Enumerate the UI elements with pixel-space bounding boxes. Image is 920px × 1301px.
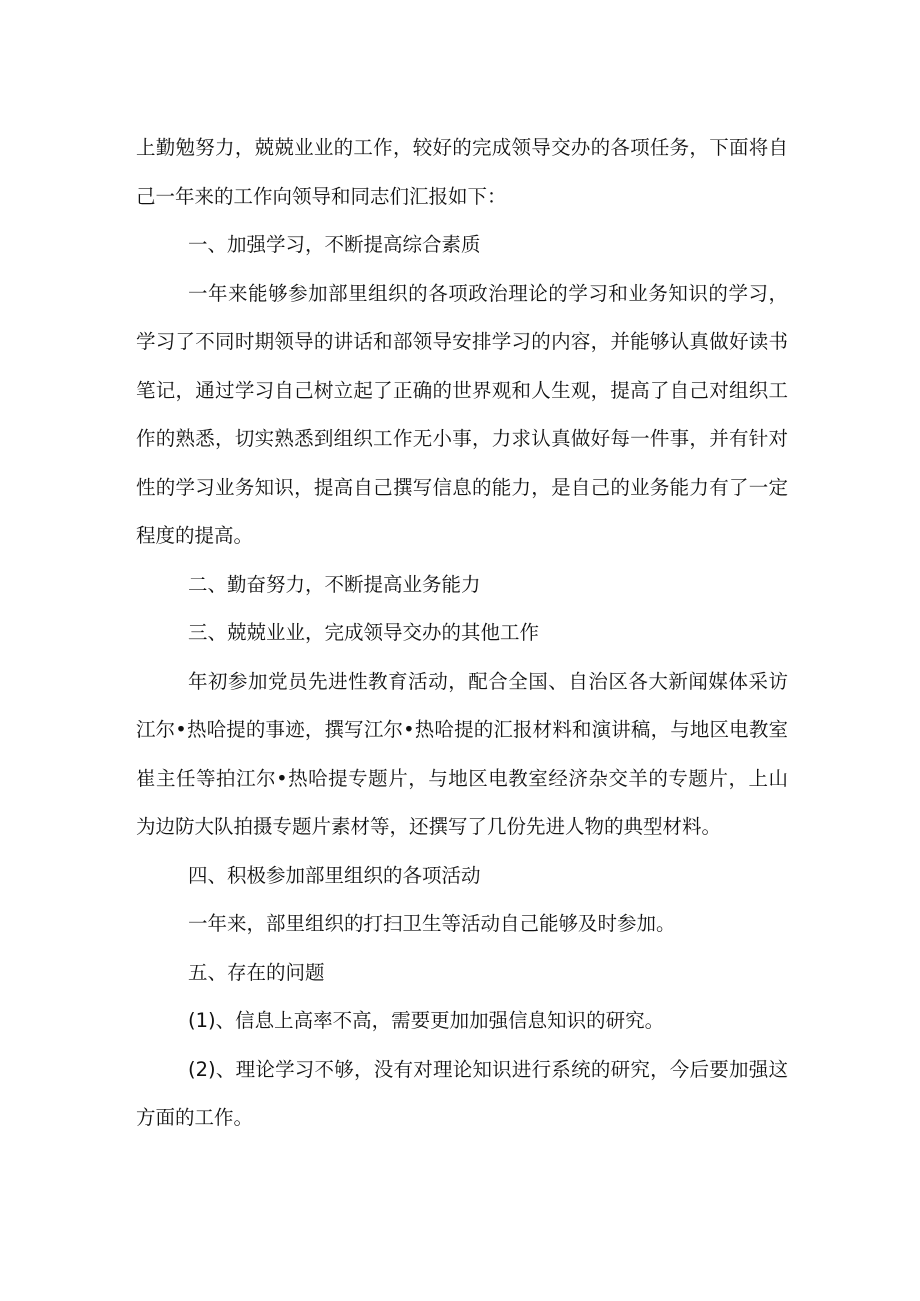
section-heading-5: 五、存在的问题 — [188, 960, 325, 984]
section-heading-4: 四、积极参加部里组织的各项活动 — [188, 863, 481, 887]
paragraph-tasks: 年初参加党员先进性教育活动，配合全国、自治区各大新闻媒体采访江尔•热哈提的事迹，撰写江尔•热哈提的汇报材料和演讲稿，与地区电教室崔主任等拍江尔•热哈提专题片，与地区电教室经济杂交羊的专题片，上山为边防大队拍摄专题片素材等，还撰写了几份先进人物的典型材料。 — [136, 669, 788, 838]
paragraph-problem-2: (2)、理论学习不够，没有对理论知识进行系统的研究，今后要加强这方面的工作。 — [136, 1057, 788, 1129]
section-heading-3: 三、兢兢业业，完成领导交办的其他工作 — [188, 621, 540, 644]
paragraph-problem-1: (1)、信息上高率不高，需要更加加强信息知识的研究。 — [188, 1009, 665, 1032]
section-heading-2: 二、勤奋努力，不断提高业务能力 — [188, 572, 481, 596]
paragraph-study: 一年来能够参加部里组织的各项政治理论的学习和业务知识的学习，学习了不同时期领导的讲话和部领导安排学习的内容，并能够认真做好读书笔记，通过学习自己树立起了正确的世界观和人生观，提高了自己对组织工作的熟悉，切实熟悉到组织工作无小事，力求认真做好每一件事，并有针对性的学习业务知识，提高自己撰写信息的能力，是自己的业务能力有了一定程度的提高。 — [136, 281, 788, 547]
document-body — [136, 124, 788, 1143]
section-heading-1: 一、加强学习，不断提高综合素质 — [188, 233, 481, 256]
paragraph-activities: 一年来，部里组织的打扫卫生等活动自己能够及时参加。 — [188, 912, 676, 935]
paragraph-intro: 上勤勉努力，兢兢业业的工作，较好的完成领导交办的各项任务，下面将自己一年来的工作向领导和同志们汇报如下： — [136, 136, 788, 208]
